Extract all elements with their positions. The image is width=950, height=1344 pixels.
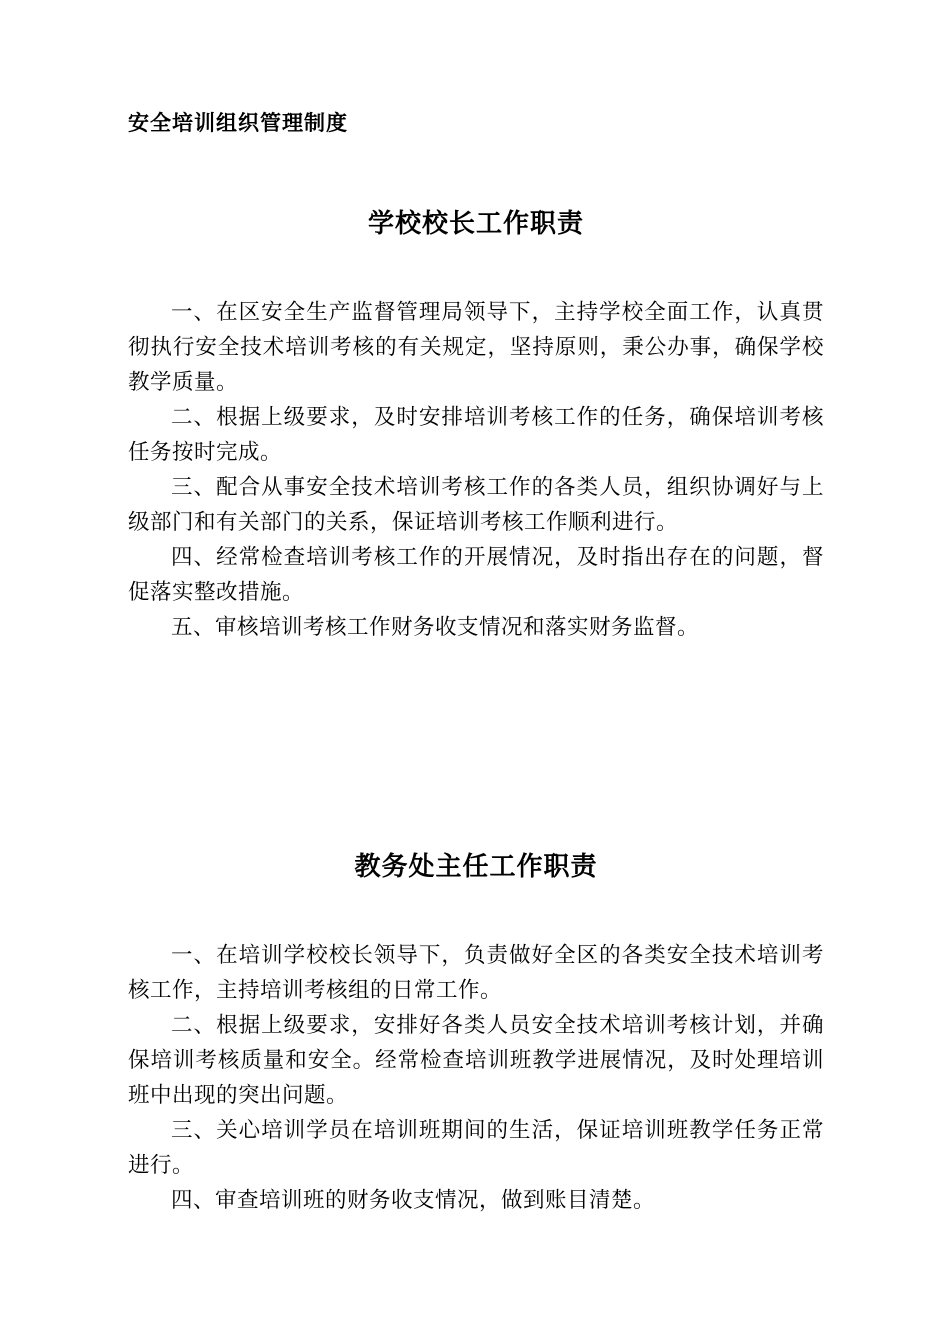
paragraph: 三、关心培训学员在培训班期间的生活，保证培训班教学任务正常进行。: [128, 1118, 824, 1178]
paragraph-list: [128, 295, 824, 645]
paragraph: 三、配合从事安全技术培训考核工作的各类人员，组织协调好与上级部门和有关部门的关系，保证培训考核工作顺利进行。: [128, 475, 824, 535]
section-heading: 学校校长工作职责: [367, 209, 584, 239]
paragraph: 四、审查培训班的财务收支情况，做到账目清楚。: [171, 1188, 656, 1213]
section-principal-duties: [128, 202, 824, 645]
paragraph-list: [128, 938, 824, 1218]
paragraph: 二、根据上级要求，及时安排培训考核工作的任务，确保培训考核任务按时完成。: [128, 405, 824, 465]
paragraph: 二、根据上级要求，安排好各类人员安全技术培训考核计划，并确保培训考核质量和安全。经常检查培训班教学进展情况，及时处理培训班中出现的突出问题。: [128, 1013, 824, 1108]
section-heading: 教务处主任工作职责: [354, 852, 598, 882]
section-academic-director-duties: [128, 845, 824, 1218]
paragraph: 五、审核培训考核工作财务收支情况和落实财务监督。: [171, 615, 700, 640]
document-title: 安全培训组织管理制度: [128, 111, 348, 135]
paragraph: 四、经常检查培训考核工作的开展情况，及时指出存在的问题，督促落实整改措施。: [128, 545, 824, 605]
paragraph: 一、在区安全生产监督管理局领导下，主持学校全面工作，认真贯彻执行安全技术培训考核的有关规定，坚持原则，秉公办事，确保学校教学质量。: [128, 300, 824, 395]
paragraph: 一、在培训学校校长领导下，负责做好全区的各类安全技术培训考核工作，主持培训考核组的日常工作。: [128, 943, 824, 1003]
